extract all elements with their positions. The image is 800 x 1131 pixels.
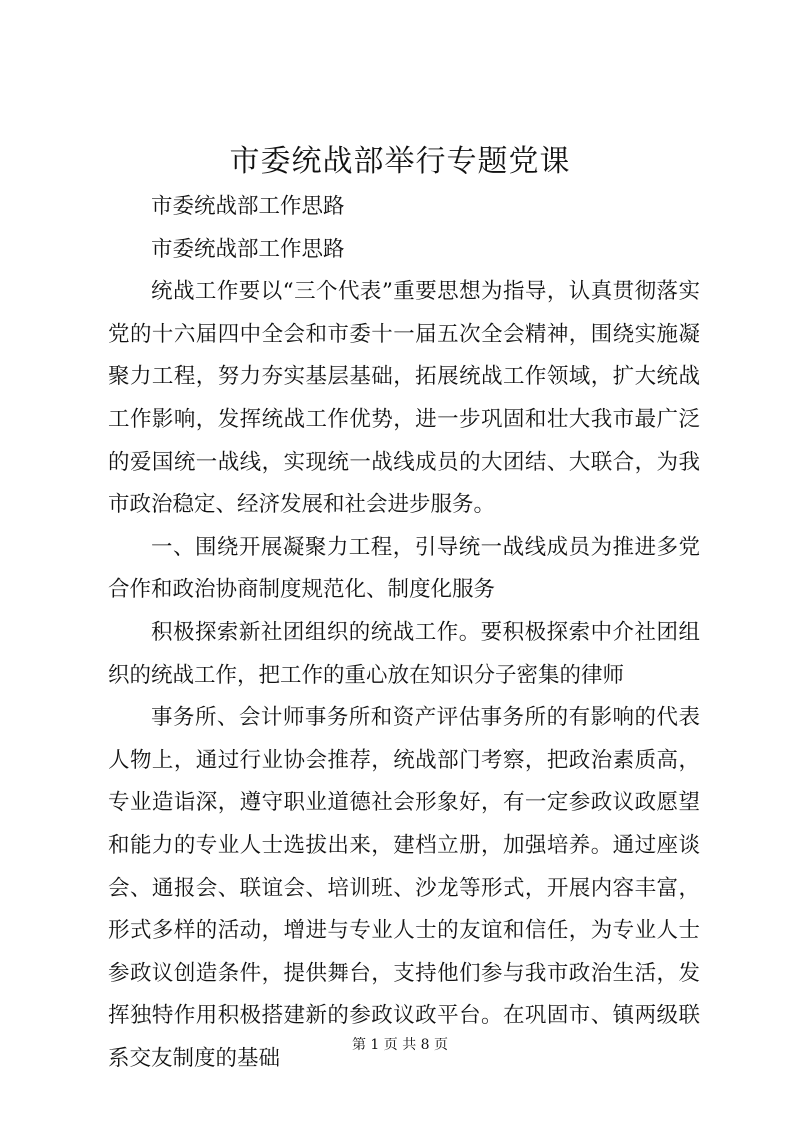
section-heading: 一、围绕开展凝聚力工程，引导统一战线成员为推进多党合作和政治协商制度规范化、制度化服务 (108, 534, 700, 603)
document-body (108, 186, 700, 1080)
paragraph: 统战工作要以“三个代表”重要思想为指导，认真贯彻落实党的十六届四中全会和市委十一届五次全会精神，围绕实施凝聚力工程，努力夯实基层基础，拓展统战工作领域，扩大统战工作影响，发挥统战工作优势，进一步巩固和壮大我市最广泛的爱国统一战线，实现统一战线成员的大团结、大联合，为我市政治稳定、经济发展和社会进步服务。 (108, 279, 700, 518)
document-title: 市委统战部举行专题党课 (229, 144, 571, 179)
paragraph: 市委统战部工作思路 (151, 194, 345, 219)
paragraph: 积极探索新社团组织的统战工作。要积极探索中介社团组织的统战工作，把工作的重心放在知识分子密集的律师 (108, 619, 700, 688)
paragraph: 市委统战部工作思路 (151, 236, 345, 262)
page-number: 第 1 页 共 8 页 (351, 1037, 449, 1053)
paragraph: 事务所、会计师事务所和资产评估事务所的有影响的代表人物上，通过行业协会推荐，统战部门考察，把政治素质高，专业造诣深，遵守职业道德社会形象好，有一定参政议政愿望和能力的专业人士选拔出来，建档立册，加强培养。通过座谈会、通报会、联谊会、培训班、沙龙等形式，开展内容丰富，形式多样的活动，增进与专业人士的友谊和信任，为专业人士参政议创造条件，提供舞台，支持他们参与我市政治生活，发挥独特作用积极搭建新的参政议政平台。在巩固市、镇两级联系交友制度的基础 (108, 705, 700, 1071)
